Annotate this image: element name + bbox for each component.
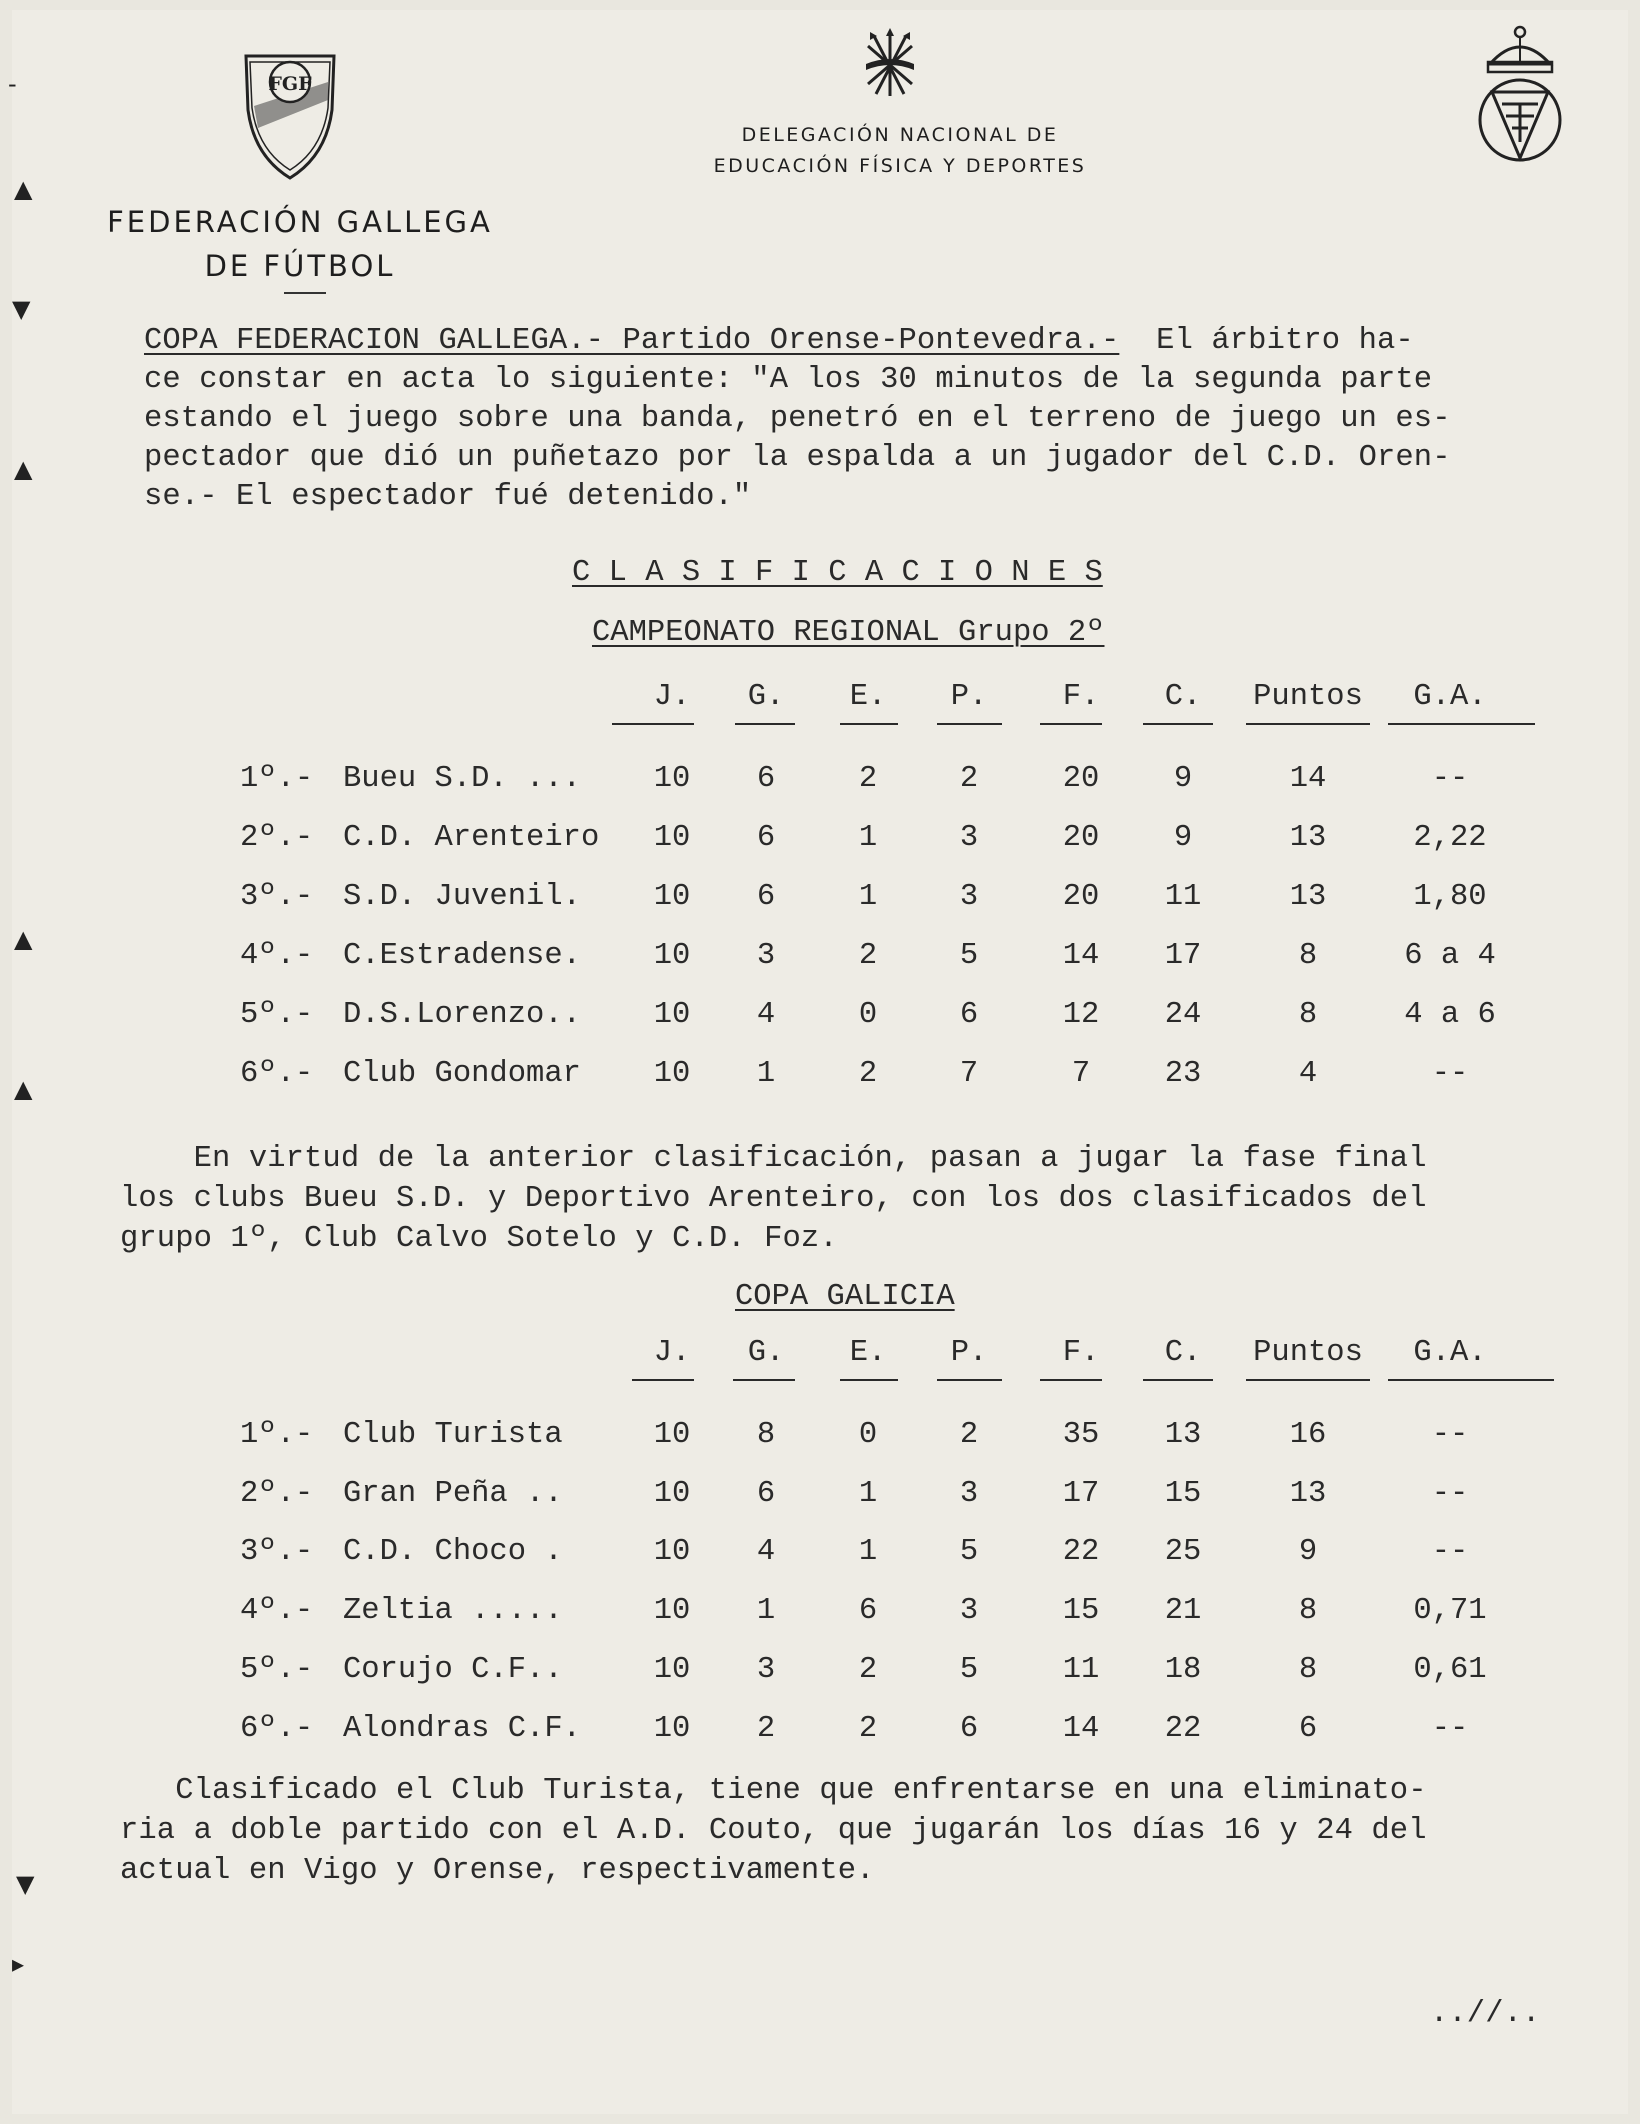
row-cell-g: 3	[756, 1652, 776, 1687]
table1-title: CAMPEONATO REGIONAL Grupo 2º	[592, 616, 1105, 650]
column-header-underline	[1143, 1379, 1213, 1381]
column-header: Puntos	[1253, 1336, 1363, 1370]
row-position: 6º.-	[240, 1057, 314, 1091]
middle-paragraph-line: grupo 1º, Club Calvo Sotelo y C.D. Foz.	[120, 1222, 838, 1256]
row-cell-f: 20	[1062, 880, 1100, 914]
delegation-line1: DELEGACIÓN NACIONAL DE	[741, 124, 1059, 146]
column-header: E.	[849, 680, 887, 714]
row-position: 6º.-	[240, 1711, 314, 1746]
intro-line: estando el juego sobre una banda, penetró en el terreno de juego un es-	[144, 402, 1451, 436]
intro-line: se.- El espectador fué detenido."	[144, 480, 752, 514]
row-cell-c: 24	[1164, 998, 1202, 1032]
row-cell-p: 3	[959, 1594, 979, 1629]
row-cell-c: 13	[1164, 1418, 1202, 1452]
column-header: F.	[1062, 680, 1100, 714]
yoke-arrows-emblem	[860, 26, 920, 101]
row-cell-puntos: 4	[1298, 1057, 1318, 1091]
row-position: 2º.-	[240, 1476, 314, 1511]
column-header: J.	[653, 680, 691, 714]
row-team-name: D.S.Lorenzo..	[343, 998, 581, 1032]
row-cell-j: 10	[653, 1535, 691, 1570]
column-header-underline	[1143, 723, 1213, 725]
row-position: 5º.-	[240, 1652, 314, 1687]
federation-name-line1: FEDERACIÓN GALLEGA	[107, 205, 493, 239]
row-cell-ga: 0,71	[1413, 1594, 1487, 1629]
row-position: 5º.-	[240, 998, 314, 1032]
row-position: 3º.-	[240, 1535, 314, 1570]
row-cell-c: 9	[1173, 821, 1193, 855]
row-cell-f: 11	[1062, 1652, 1100, 1687]
row-cell-g: 2	[756, 1711, 776, 1746]
row-cell-j: 10	[653, 821, 691, 855]
row-cell-g: 1	[756, 1057, 776, 1091]
margin-mark: ▲	[14, 1075, 33, 1103]
row-cell-e: 1	[858, 821, 878, 855]
column-header: P.	[950, 1336, 988, 1370]
row-cell-p: 7	[959, 1057, 979, 1091]
column-header: G.A.	[1413, 1336, 1487, 1370]
middle-paragraph-line: En virtud de la anterior clasificación, pasan a jugar la fase final	[120, 1142, 1427, 1176]
column-header-underline	[840, 1379, 898, 1381]
row-cell-f: 14	[1062, 939, 1100, 973]
intro-line: pectador que dió un puñetazo por la espalda a un jugador del C.D. Oren-	[144, 441, 1451, 475]
row-cell-g: 1	[756, 1594, 776, 1629]
row-cell-p: 3	[959, 1476, 979, 1511]
row-cell-f: 20	[1062, 762, 1100, 796]
row-position: 1º.-	[240, 1418, 314, 1452]
row-cell-ga: 1,80	[1413, 880, 1487, 914]
row-cell-e: 6	[858, 1594, 878, 1629]
row-cell-c: 23	[1164, 1057, 1202, 1091]
row-cell-e: 2	[858, 1711, 878, 1746]
row-team-name: S.D. Juvenil.	[343, 880, 581, 914]
row-cell-e: 0	[858, 998, 878, 1032]
final-paragraph-line: ria a doble partido con el A.D. Couto, que jugarán los días 16 y 24 del	[120, 1814, 1427, 1848]
row-cell-ga: 0,61	[1413, 1652, 1487, 1687]
row-cell-f: 12	[1062, 998, 1100, 1032]
row-cell-p: 3	[959, 821, 979, 855]
row-cell-p: 3	[959, 880, 979, 914]
delegation-line2: EDUCACIÓN FÍSICA Y DEPORTES	[713, 155, 1087, 177]
middle-paragraph-line: los clubs Bueu S.D. y Deportivo Arenteiro, con los dos clasificados del	[120, 1182, 1427, 1216]
row-cell-e: 1	[858, 1535, 878, 1570]
federation-name-line2: DE FÚTBOL	[204, 249, 396, 283]
row-cell-puntos: 13	[1289, 1476, 1327, 1511]
row-cell-g: 4	[756, 998, 776, 1032]
row-cell-puntos: 8	[1298, 939, 1318, 973]
row-cell-ga: 2,22	[1413, 821, 1487, 855]
row-cell-c: 25	[1164, 1535, 1202, 1570]
row-cell-ga: 6 a 4	[1404, 939, 1496, 973]
row-cell-f: 35	[1062, 1418, 1100, 1452]
row-team-name: Club Gondomar	[343, 1057, 581, 1091]
delegation-name	[690, 120, 1110, 182]
row-team-name: Corujo C.F..	[343, 1652, 563, 1687]
margin-mark: ▸	[12, 1950, 25, 1978]
row-cell-e: 2	[858, 939, 878, 973]
row-cell-c: 22	[1164, 1711, 1202, 1746]
column-header-underline	[1040, 723, 1102, 725]
column-header-underline	[735, 723, 795, 725]
column-header-underline	[1388, 723, 1535, 725]
row-cell-j: 10	[653, 998, 691, 1032]
intro-line1-rest: El árbitro ha-	[1119, 324, 1414, 358]
federation-shield-logo	[240, 48, 340, 183]
row-cell-g: 6	[756, 821, 776, 855]
column-header: Puntos	[1253, 680, 1363, 714]
row-cell-f: 14	[1062, 1711, 1100, 1746]
row-cell-g: 6	[756, 1476, 776, 1511]
row-cell-c: 11	[1164, 880, 1202, 914]
column-header: G.	[747, 680, 785, 714]
row-cell-ga: --	[1431, 1476, 1469, 1511]
federation-crest-letters: FGF	[268, 73, 312, 95]
row-cell-c: 17	[1164, 939, 1202, 973]
row-cell-f: 15	[1062, 1594, 1100, 1629]
margin-mark: -	[8, 70, 17, 98]
margin-mark: ▲	[14, 175, 33, 203]
row-cell-j: 10	[653, 880, 691, 914]
column-header-underline	[1246, 723, 1370, 725]
row-cell-ga: --	[1431, 1711, 1469, 1746]
row-team-name: Gran Peña ..	[343, 1476, 563, 1511]
row-cell-p: 2	[959, 762, 979, 796]
row-cell-puntos: 14	[1289, 762, 1327, 796]
row-cell-g: 8	[756, 1418, 776, 1452]
column-header: P.	[950, 680, 988, 714]
row-cell-p: 5	[959, 939, 979, 973]
row-cell-puntos: 8	[1298, 998, 1318, 1032]
row-cell-j: 10	[653, 762, 691, 796]
column-header-underline	[1388, 1379, 1554, 1381]
row-cell-puntos: 13	[1289, 880, 1327, 914]
row-cell-puntos: 13	[1289, 821, 1327, 855]
row-cell-e: 2	[858, 762, 878, 796]
row-cell-j: 10	[653, 1057, 691, 1091]
row-cell-e: 2	[858, 1652, 878, 1687]
row-cell-j: 10	[653, 1594, 691, 1629]
intro-line: ce constar en acta lo siguiente: "A los 30 minutos de la segunda parte	[144, 363, 1433, 397]
row-cell-g: 3	[756, 939, 776, 973]
row-cell-c: 15	[1164, 1476, 1202, 1511]
column-header-underline	[632, 1379, 694, 1381]
row-cell-p: 2	[959, 1418, 979, 1452]
row-cell-j: 10	[653, 1476, 691, 1511]
row-cell-ga: 4 a 6	[1404, 998, 1496, 1032]
margin-mark: ▼	[16, 1870, 35, 1898]
row-cell-g: 4	[756, 1535, 776, 1570]
intro-underlined-heading: COPA FEDERACION GALLEGA.- Partido Orense-Pontevedra.-	[144, 324, 1120, 358]
column-header: E.	[849, 1336, 887, 1370]
row-cell-j: 10	[653, 939, 691, 973]
column-header-underline	[612, 723, 694, 725]
row-position: 3º.-	[240, 880, 314, 914]
row-position: 4º.-	[240, 939, 314, 973]
row-cell-f: 17	[1062, 1476, 1100, 1511]
row-cell-puntos: 16	[1289, 1418, 1327, 1452]
row-cell-c: 18	[1164, 1652, 1202, 1687]
margin-mark: ▲	[14, 925, 33, 953]
margin-mark: ▼	[12, 295, 31, 323]
column-header-underline	[733, 1379, 795, 1381]
row-cell-g: 6	[756, 762, 776, 796]
row-cell-p: 5	[959, 1535, 979, 1570]
intro-line-1	[144, 322, 1414, 362]
row-cell-j: 10	[653, 1711, 691, 1746]
row-cell-ga: --	[1431, 762, 1469, 796]
row-team-name: Zeltia .....	[343, 1594, 563, 1629]
row-cell-c: 9	[1173, 762, 1193, 796]
row-cell-puntos: 8	[1298, 1652, 1318, 1687]
federation-name	[100, 200, 500, 288]
column-header: C.	[1164, 1336, 1202, 1370]
row-position: 2º.-	[240, 821, 314, 855]
row-cell-p: 5	[959, 1652, 979, 1687]
final-paragraph-line: actual en Vigo y Orense, respectivamente.	[120, 1854, 875, 1888]
row-cell-e: 1	[858, 1476, 878, 1511]
row-cell-puntos: 6	[1298, 1711, 1318, 1746]
crown-shield-emblem	[1470, 22, 1570, 167]
row-cell-p: 6	[959, 998, 979, 1032]
row-cell-c: 21	[1164, 1594, 1202, 1629]
row-cell-f: 20	[1062, 821, 1100, 855]
row-cell-puntos: 9	[1298, 1535, 1318, 1570]
column-header-underline	[937, 1379, 1002, 1381]
row-position: 1º.-	[240, 762, 314, 796]
column-header-underline	[1246, 1379, 1370, 1381]
row-position: 4º.-	[240, 1594, 314, 1629]
section-title: C L A S I F I C A C I O N E S	[572, 556, 1103, 590]
row-cell-ga: --	[1431, 1418, 1469, 1452]
row-cell-f: 7	[1071, 1057, 1091, 1091]
margin-mark: ▲	[14, 455, 33, 483]
continuation-mark: ..//..	[1430, 1997, 1541, 2031]
row-cell-e: 0	[858, 1418, 878, 1452]
row-cell-j: 10	[653, 1652, 691, 1687]
row-cell-g: 6	[756, 880, 776, 914]
final-paragraph-line: Clasificado el Club Turista, tiene que enfrentarse en una eliminato-	[120, 1774, 1427, 1808]
column-header: F.	[1062, 1336, 1100, 1370]
row-team-name: C.Estradense.	[343, 939, 581, 973]
column-header-underline	[1040, 1379, 1102, 1381]
row-team-name: Bueu S.D. ...	[343, 762, 581, 796]
row-team-name: Alondras C.F.	[343, 1711, 581, 1746]
row-team-name: Club Turista	[343, 1418, 563, 1452]
column-header: C.	[1164, 680, 1202, 714]
row-team-name: C.D. Arenteiro	[343, 821, 600, 855]
row-cell-j: 10	[653, 1418, 691, 1452]
column-header: J.	[653, 1336, 691, 1370]
row-cell-ga: --	[1431, 1535, 1469, 1570]
row-cell-e: 2	[858, 1057, 878, 1091]
column-header: G.	[747, 1336, 785, 1370]
row-cell-e: 1	[858, 880, 878, 914]
column-header-underline	[937, 723, 1002, 725]
row-cell-p: 6	[959, 1711, 979, 1746]
column-header-underline	[840, 723, 898, 725]
row-cell-puntos: 8	[1298, 1594, 1318, 1629]
header-rule	[284, 292, 326, 294]
table2-title: COPA GALICIA	[735, 1280, 955, 1314]
row-team-name: C.D. Choco .	[343, 1535, 563, 1570]
column-header: G.A.	[1413, 680, 1487, 714]
row-cell-f: 22	[1062, 1535, 1100, 1570]
row-cell-ga: --	[1431, 1057, 1469, 1091]
